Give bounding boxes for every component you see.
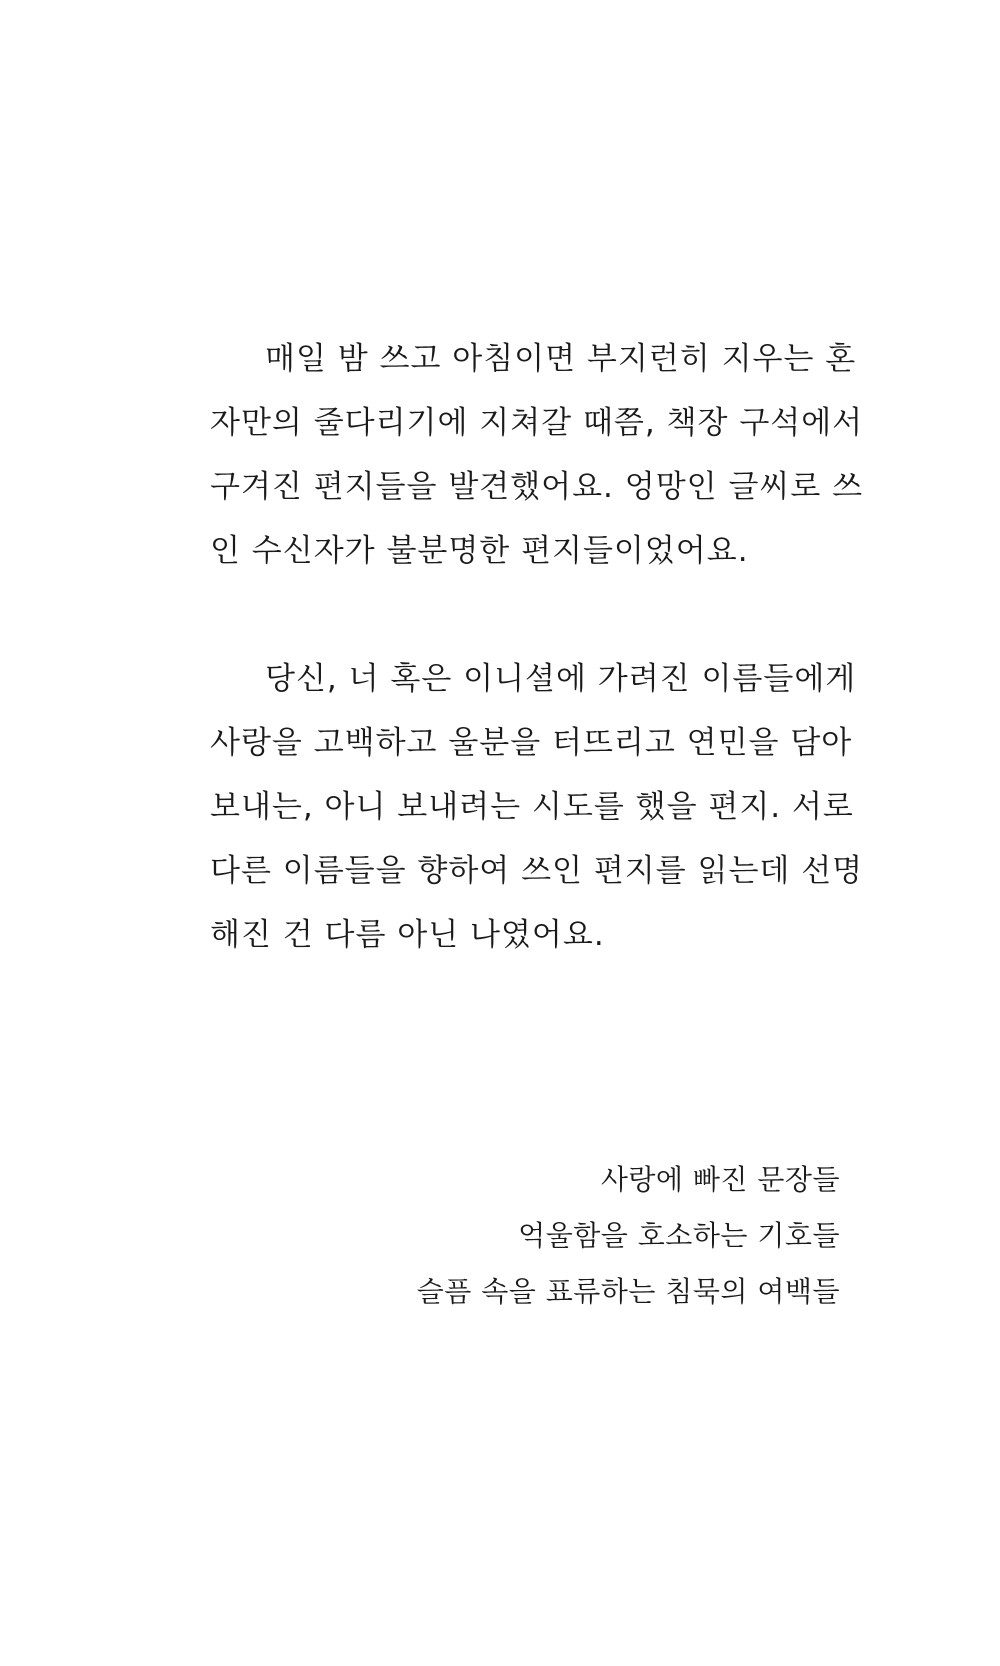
paragraph-1-line-3: 구겨진 편지들을 발견했어요. 엉망인 글씨로 쓰	[210, 469, 864, 505]
paragraph-1-line-4: 인 수신자가 불분명한 편지들이었어요.	[210, 533, 749, 569]
poem-line-3: 슬픔 속을 표류하는 침묵의 여백들	[416, 1275, 840, 1308]
paragraph-1	[210, 327, 864, 583]
paragraph-1-line-1: 매일 밤 쓰고 아침이면 부지런히 지우는 혼	[265, 341, 857, 377]
paragraph-2-line-4: 다른 이름들을 향하여 쓰인 편지를 읽는데 선명	[210, 853, 864, 889]
poem-line-2: 억울함을 호소하는 기호들	[518, 1219, 840, 1252]
paragraph-2-line-2: 사랑을 고백하고 울분을 터뜨리고 연민을 담아	[210, 725, 853, 761]
poem-block	[417, 1152, 840, 1320]
poem-line-1: 사랑에 빠진 문장들	[600, 1163, 840, 1196]
paragraph-2-line-1: 당신, 너 혹은 이니셜에 가려진 이름들에게	[265, 661, 857, 697]
paragraph-2	[210, 647, 864, 967]
paragraph-2-line-5: 해진 건 다름 아닌 나였어요.	[210, 917, 605, 953]
paragraph-2-line-3: 보내는, 아니 보내려는 시도를 했을 편지. 서로	[210, 789, 854, 825]
paragraph-1-line-2: 자만의 줄다리기에 지쳐갈 때쯤, 책장 구석에서	[210, 405, 864, 441]
